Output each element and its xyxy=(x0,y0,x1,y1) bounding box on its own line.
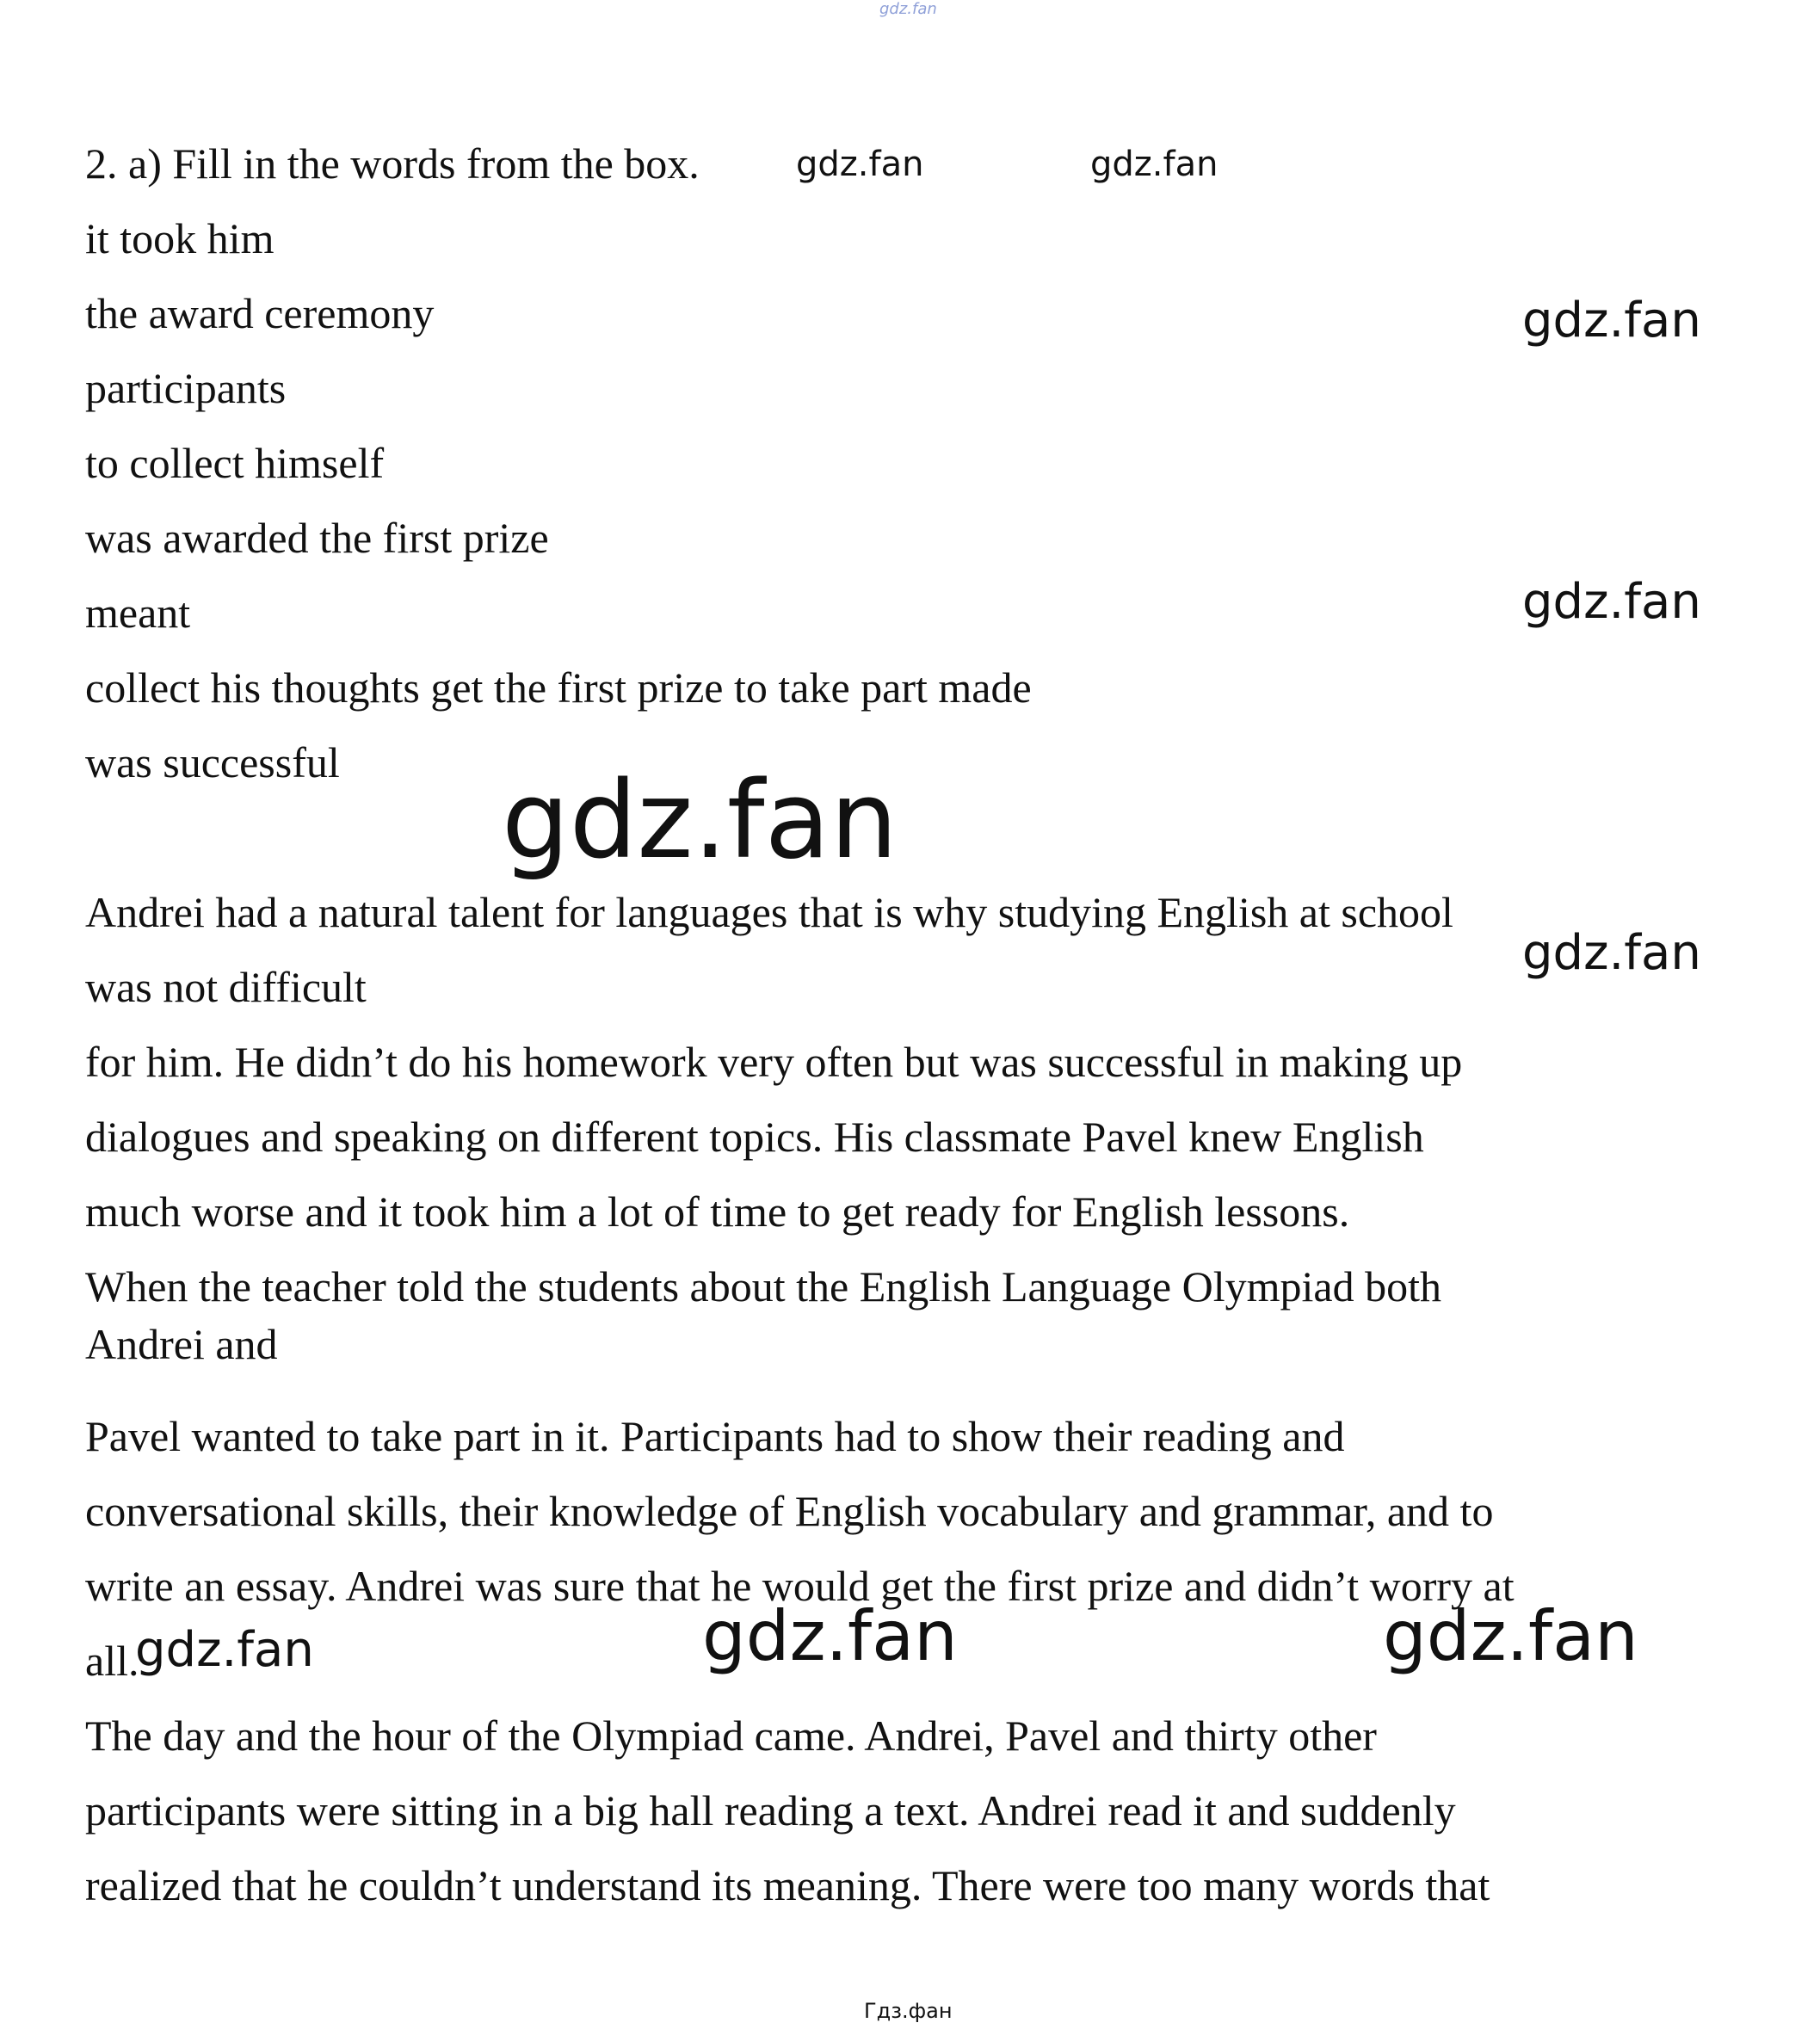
box-word: was awarded the first prize xyxy=(85,514,549,562)
text-line: The day and the hour of the Olympiad came. Andrei, Pavel and thirty other xyxy=(85,1711,1377,1760)
text-line: much worse and it took him a lot of time to get ready for English lessons. xyxy=(85,1187,1350,1236)
box-word: meant xyxy=(85,589,191,637)
text-line: Andrei and xyxy=(85,1320,278,1368)
text-line: dialogues and speaking on different topics. His classmate Pavel knew English xyxy=(85,1113,1424,1161)
watermark: gdz.fan xyxy=(1383,1596,1638,1676)
box-word: the award ceremony xyxy=(85,289,435,337)
text-line: participants were sitting in a big hall reading a text. Andrei read it and suddenly xyxy=(85,1786,1456,1835)
box-word: it took him xyxy=(85,214,275,262)
footer-watermark: Гдз.фан xyxy=(864,1999,953,2023)
text-line: for him. He didn’t do his homework very often but was successful in making up xyxy=(85,1038,1463,1086)
header-watermark: gdz.fan xyxy=(879,0,937,18)
box-word: participants xyxy=(85,364,287,412)
watermark: gdz.fan xyxy=(796,145,924,184)
box-word: to collect himself xyxy=(85,439,385,487)
text-line: realized that he couldn’t understand its meaning. There were too many words that xyxy=(85,1861,1490,1909)
text-line: conversational skills, their knowledge of English vocabulary and grammar, and to xyxy=(85,1487,1494,1535)
box-word: was successful xyxy=(85,738,340,786)
watermark: gdz.fan xyxy=(135,1622,314,1678)
watermark: gdz.fan xyxy=(1522,925,1701,981)
text-line: Andrei had a natural talent for languages that is why studying English at school xyxy=(85,888,1453,936)
box-word: collect his thoughts get the first prize to take part made xyxy=(85,663,1032,712)
text-line: Pavel wanted to take part in it. Participants had to show their reading and xyxy=(85,1412,1345,1460)
watermark: gdz.fan xyxy=(1522,293,1701,348)
watermark: gdz.fan xyxy=(1090,145,1218,184)
exercise-title: 2. a) Fill in the words from the box. xyxy=(85,139,700,188)
watermark: gdz.fan xyxy=(1522,574,1701,630)
text-line: all. xyxy=(85,1637,139,1685)
watermark: gdz.fan xyxy=(702,1596,958,1676)
text-line: was not difficult xyxy=(85,963,367,1011)
text-line: write an essay. Andrei was sure that he would get the first prize and didn’t worry at xyxy=(85,1562,1515,1610)
watermark: gdz.fan xyxy=(502,759,898,883)
text-line: When the teacher told the students about the English Language Olympiad both xyxy=(85,1262,1441,1311)
